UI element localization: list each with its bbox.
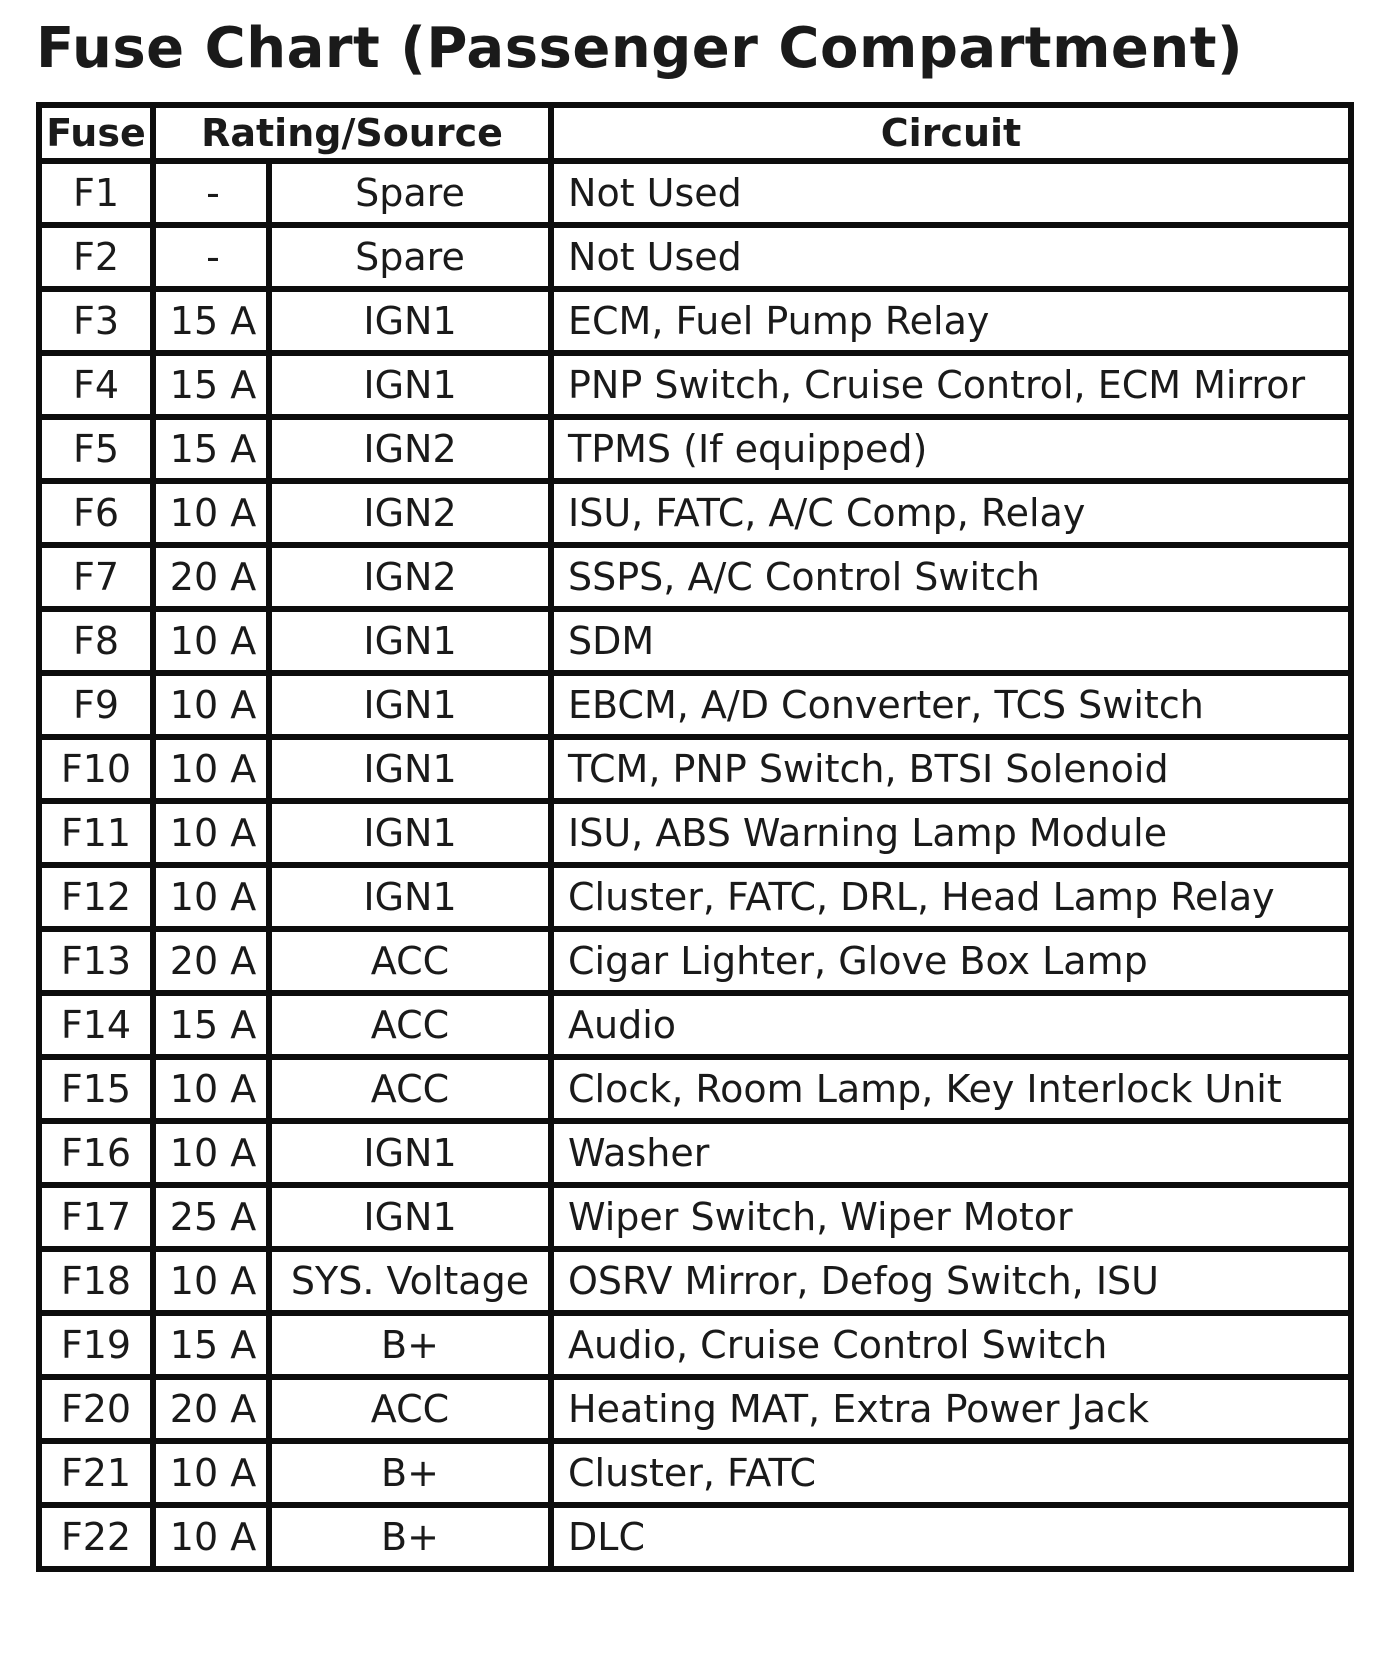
fuse-cell: F8 xyxy=(42,612,156,676)
source-cell: IGN1 xyxy=(272,1124,554,1188)
fuse-cell: F12 xyxy=(42,868,156,932)
source-cell: ACC xyxy=(272,1380,554,1444)
rating-cell: 10 A xyxy=(156,740,272,804)
table-row xyxy=(42,1252,1348,1316)
rating-cell: 15 A xyxy=(156,292,272,356)
fuse-cell: F9 xyxy=(42,676,156,740)
circuit-cell: PNP Switch, Cruise Control, ECM Mirror xyxy=(554,356,1348,420)
rating-cell: 10 A xyxy=(156,804,272,868)
circuit-cell: Heating MAT, Extra Power Jack xyxy=(554,1380,1348,1444)
table-row xyxy=(42,996,1348,1060)
table-header-row xyxy=(42,108,1348,164)
table-row xyxy=(42,164,1348,228)
source-cell: IGN1 xyxy=(272,804,554,868)
fuse-cell: F15 xyxy=(42,1060,156,1124)
fuse-cell: F13 xyxy=(42,932,156,996)
fuse-cell: F18 xyxy=(42,1252,156,1316)
table-row xyxy=(42,1508,1348,1566)
circuit-cell: Wiper Switch, Wiper Motor xyxy=(554,1188,1348,1252)
source-cell: B+ xyxy=(272,1316,554,1380)
rating-cell: 10 A xyxy=(156,1444,272,1508)
circuit-cell: Audio, Cruise Control Switch xyxy=(554,1316,1348,1380)
rating-cell: 20 A xyxy=(156,1380,272,1444)
rating-cell: 10 A xyxy=(156,1124,272,1188)
rating-cell: 10 A xyxy=(156,1060,272,1124)
table-row xyxy=(42,484,1348,548)
table-row xyxy=(42,804,1348,868)
fuse-cell: F7 xyxy=(42,548,156,612)
fuse-cell: F20 xyxy=(42,1380,156,1444)
table-row xyxy=(42,1060,1348,1124)
source-cell: IGN2 xyxy=(272,548,554,612)
rating-cell: 10 A xyxy=(156,868,272,932)
table-row xyxy=(42,868,1348,932)
page-title: Fuse Chart (Passenger Compartment) xyxy=(36,16,1244,81)
table-row xyxy=(42,1444,1348,1508)
fuse-cell: F19 xyxy=(42,1316,156,1380)
circuit-cell: OSRV Mirror, Defog Switch, ISU xyxy=(554,1252,1348,1316)
fuse-cell: F11 xyxy=(42,804,156,868)
rating-cell: 20 A xyxy=(156,548,272,612)
rating-cell: - xyxy=(156,228,272,292)
fuse-cell: F6 xyxy=(42,484,156,548)
circuit-cell: Not Used xyxy=(554,228,1348,292)
rating-cell: 10 A xyxy=(156,1252,272,1316)
rating-cell: 15 A xyxy=(156,996,272,1060)
circuit-cell: Clock, Room Lamp, Key Interlock Unit xyxy=(554,1060,1348,1124)
rating-cell: 10 A xyxy=(156,484,272,548)
rating-cell: 15 A xyxy=(156,420,272,484)
header-fuse: Fuse xyxy=(42,108,156,164)
source-cell: ACC xyxy=(272,932,554,996)
header-rating-source: Rating/Source xyxy=(156,108,554,164)
table-row xyxy=(42,420,1348,484)
source-cell: SYS. Voltage xyxy=(272,1252,554,1316)
circuit-cell: Cluster, FATC xyxy=(554,1444,1348,1508)
circuit-cell: Cigar Lighter, Glove Box Lamp xyxy=(554,932,1348,996)
circuit-cell: ECM, Fuel Pump Relay xyxy=(554,292,1348,356)
circuit-cell: TCM, PNP Switch, BTSI Solenoid xyxy=(554,740,1348,804)
source-cell: Spare xyxy=(272,228,554,292)
fuse-cell: F16 xyxy=(42,1124,156,1188)
source-cell: IGN2 xyxy=(272,420,554,484)
circuit-cell: ISU, FATC, A/C Comp, Relay xyxy=(554,484,1348,548)
fuse-cell: F5 xyxy=(42,420,156,484)
rating-cell: 20 A xyxy=(156,932,272,996)
source-cell: IGN1 xyxy=(272,356,554,420)
rating-cell: 15 A xyxy=(156,1316,272,1380)
table-row xyxy=(42,1188,1348,1252)
source-cell: IGN1 xyxy=(272,612,554,676)
fuse-cell: F21 xyxy=(42,1444,156,1508)
source-cell: IGN1 xyxy=(272,292,554,356)
rating-cell: 15 A xyxy=(156,356,272,420)
header-circuit: Circuit xyxy=(554,108,1348,164)
fuse-table xyxy=(36,102,1354,1572)
fuse-cell: F3 xyxy=(42,292,156,356)
table-row xyxy=(42,740,1348,804)
rating-cell: 25 A xyxy=(156,1188,272,1252)
table-row xyxy=(42,228,1348,292)
source-cell: IGN1 xyxy=(272,868,554,932)
circuit-cell: Cluster, FATC, DRL, Head Lamp Relay xyxy=(554,868,1348,932)
circuit-cell: Audio xyxy=(554,996,1348,1060)
source-cell: ACC xyxy=(272,1060,554,1124)
table-row xyxy=(42,612,1348,676)
fuse-cell: F17 xyxy=(42,1188,156,1252)
table-row xyxy=(42,676,1348,740)
circuit-cell: TPMS (If equipped) xyxy=(554,420,1348,484)
fuse-cell: F10 xyxy=(42,740,156,804)
table-row xyxy=(42,292,1348,356)
table-row xyxy=(42,1380,1348,1444)
fuse-cell: F1 xyxy=(42,164,156,228)
circuit-cell: DLC xyxy=(568,1515,645,1559)
fuse-cell: F4 xyxy=(42,356,156,420)
circuit-cell: SDM xyxy=(554,612,1348,676)
table-row xyxy=(42,548,1348,612)
fuse-cell: F2 xyxy=(42,228,156,292)
circuit-cell: Not Used xyxy=(554,164,1348,228)
circuit-cell: ISU, ABS Warning Lamp Module xyxy=(554,804,1348,868)
source-cell: ACC xyxy=(272,996,554,1060)
table-row xyxy=(42,1316,1348,1380)
fuse-cell: F14 xyxy=(42,996,156,1060)
rating-cell: 10 A xyxy=(156,676,272,740)
table-row xyxy=(42,932,1348,996)
circuit-cell: EBCM, A/D Converter, TCS Switch xyxy=(554,676,1348,740)
fuse-rows xyxy=(42,164,1348,1566)
source-cell: IGN2 xyxy=(272,484,554,548)
fuse-cell: F22 xyxy=(42,1508,156,1566)
rating-cell: 10 A xyxy=(156,612,272,676)
source-cell: IGN1 xyxy=(272,676,554,740)
rating-cell: - xyxy=(156,164,272,228)
table-row xyxy=(42,356,1348,420)
source-cell: IGN1 xyxy=(272,740,554,804)
source-cell: Spare xyxy=(272,164,554,228)
table-row xyxy=(42,1124,1348,1188)
source-cell: IGN1 xyxy=(272,1188,554,1252)
source-cell: B+ xyxy=(272,1444,554,1508)
circuit-cell: SSPS, A/C Control Switch xyxy=(554,548,1348,612)
source-cell: B+ xyxy=(272,1508,554,1566)
circuit-cell: Washer xyxy=(554,1124,1348,1188)
rating-cell: 10 A xyxy=(156,1508,272,1566)
